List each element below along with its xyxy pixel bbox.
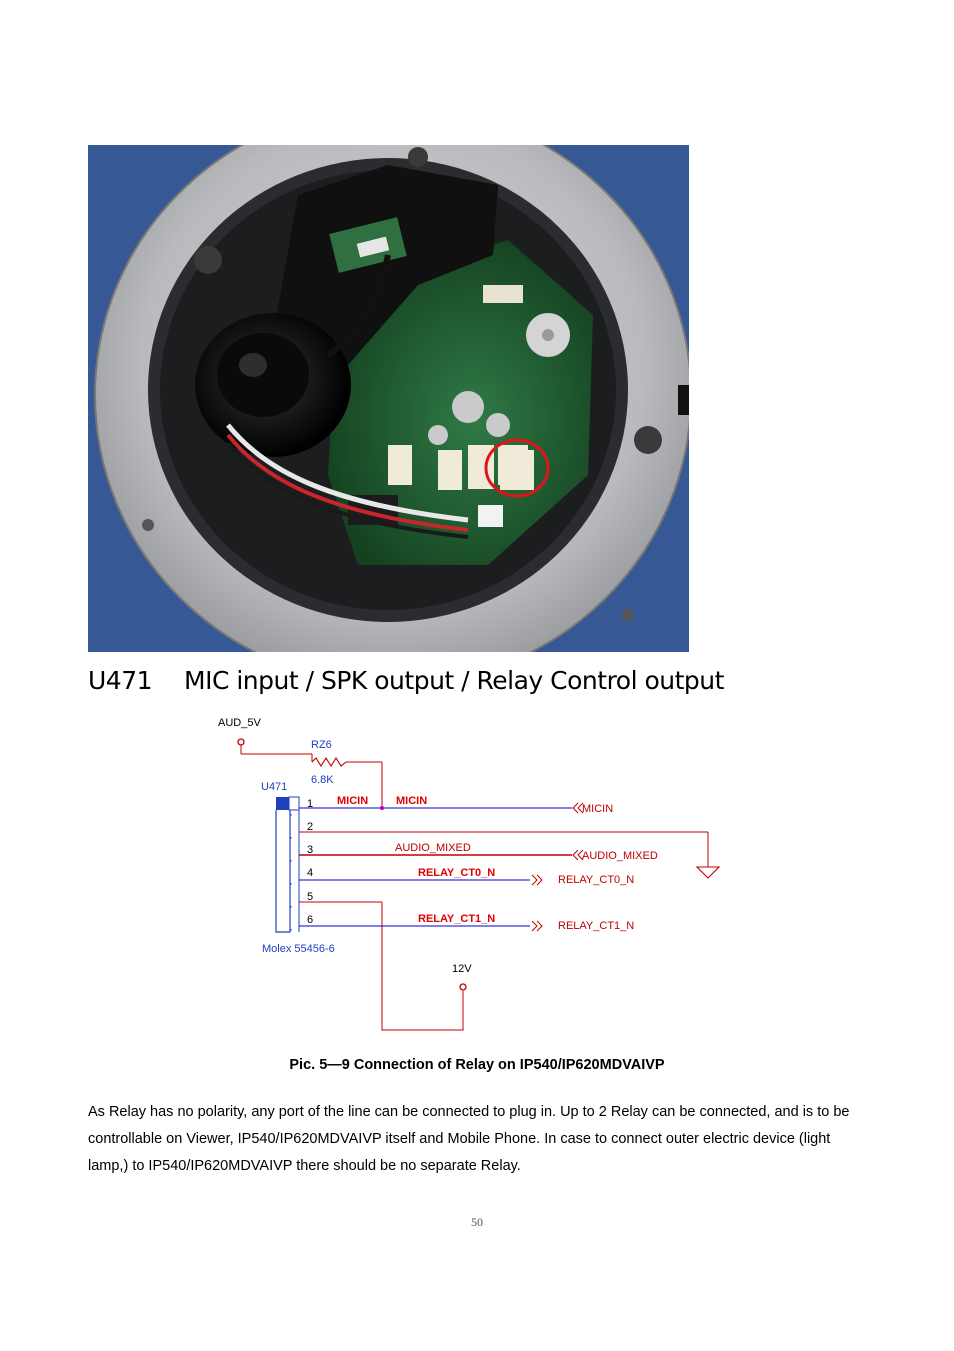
pin-6: 6 bbox=[307, 914, 314, 926]
port-audio-arrow bbox=[573, 850, 578, 860]
connector-pin1-box bbox=[289, 797, 299, 810]
ground-symbol bbox=[697, 867, 719, 878]
pin-5: 5 bbox=[307, 891, 314, 903]
resistor-ref: RZ6 bbox=[311, 739, 332, 751]
heading-ref: U471 bbox=[88, 666, 153, 695]
camera-board-photo bbox=[88, 145, 689, 652]
pin-2: 2 bbox=[307, 821, 314, 833]
pin-4: 4 bbox=[307, 867, 314, 879]
heading-title: MIC input / SPK output / Relay Control output bbox=[184, 666, 724, 695]
pin-3: 3 bbox=[307, 844, 314, 856]
port-relay1: RELAY_CT1_N bbox=[558, 920, 635, 932]
power-label: AUD_5V bbox=[218, 717, 261, 729]
port-relay0: RELAY_CT0_N bbox=[558, 874, 635, 886]
junction-micin bbox=[380, 806, 384, 810]
port-micin-arrow bbox=[573, 803, 578, 813]
connector-part: Molex 55456-6 bbox=[262, 943, 335, 955]
port-relay1-arrow bbox=[532, 921, 537, 931]
net-relay0: RELAY_CT0_N bbox=[418, 867, 496, 879]
net-micin-2: MICIN bbox=[396, 795, 428, 807]
schematic-diagram bbox=[0, 700, 954, 1050]
connector-body bbox=[276, 810, 290, 932]
body-paragraph bbox=[88, 1099, 868, 1180]
port-audio-mixed: AUDIO_MIXED bbox=[582, 850, 658, 862]
resistor-symbol bbox=[312, 758, 346, 766]
port-micin: MICIN bbox=[582, 803, 614, 815]
supply-12v: 12V bbox=[452, 963, 472, 975]
supply-12v-terminal bbox=[460, 984, 466, 990]
page-number: 50 bbox=[471, 1215, 483, 1229]
figure-caption: Pic. 5—9 Connection of Relay on IP540/IP620MDVAIVP bbox=[289, 1057, 665, 1073]
net-relay1: RELAY_CT1_N bbox=[418, 913, 496, 925]
net-micin-1: MICIN bbox=[337, 795, 369, 807]
port-relay0-arrow bbox=[532, 875, 537, 885]
connector-ref: U471 bbox=[261, 781, 288, 793]
body-text: As Relay has no polarity, any port of the line can be connected to plug in. Up to 2 Relay can be connected, and is to be controllable on Viewer, IP540/IP620MDVAIVP itself and Mobile Phone. In case to connect outer electric device (light lamp,) to IP540/IP620MDVAIVP there should be no separate Relay. bbox=[88, 1104, 850, 1174]
pin-1: 1 bbox=[307, 798, 314, 810]
resistor-value: 6.8K bbox=[311, 774, 334, 786]
net-audio-mixed: AUDIO_MIXED bbox=[395, 842, 471, 854]
section-heading bbox=[88, 664, 724, 698]
power-terminal bbox=[238, 739, 244, 745]
connector-pin1-marker bbox=[276, 797, 289, 810]
